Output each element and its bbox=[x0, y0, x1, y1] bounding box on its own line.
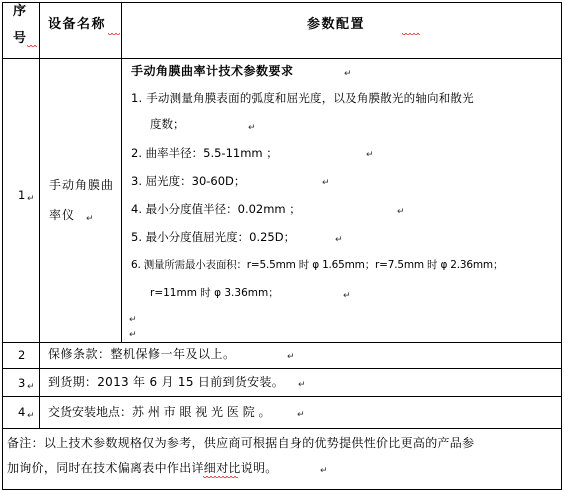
row4-seq: 4 bbox=[18, 405, 26, 419]
return-mark: ↵ bbox=[322, 178, 330, 188]
return-mark: ↵ bbox=[129, 315, 137, 325]
row1-spec-item-6-cont: r=11mm 时 φ 3.36mm； bbox=[150, 287, 279, 299]
row1-spec-item-6: 6. 测量所需最小表面积：r=5.5mm 时 φ 1.65mm；r=7.5mm 时 φ 2.36mm； bbox=[131, 259, 504, 271]
note-line-2: 加询价，同时在技术偏离表中作出详细对比说明。 bbox=[7, 461, 278, 475]
row2-seq: 2 bbox=[18, 348, 26, 362]
spellcheck-underline bbox=[402, 33, 420, 36]
return-mark: ↵ bbox=[335, 235, 343, 245]
return-mark: ↵ bbox=[27, 382, 35, 392]
row3-seq: 3 bbox=[18, 376, 26, 390]
row1-device-line2: 率仪 bbox=[49, 208, 76, 222]
return-mark: ↵ bbox=[248, 123, 256, 133]
return-mark: ↵ bbox=[343, 291, 351, 301]
return-mark: ↵ bbox=[298, 380, 306, 390]
table-border-right bbox=[561, 2, 562, 490]
row1-device-line1: 手动角膜曲 bbox=[49, 178, 115, 192]
column-divider bbox=[39, 2, 40, 428]
header-seq-top: 序 bbox=[13, 4, 27, 19]
return-mark: ↵ bbox=[86, 214, 94, 224]
row1-spec-item-1-cont: 度数； bbox=[150, 117, 185, 131]
return-mark: ↵ bbox=[129, 330, 137, 340]
row-divider bbox=[2, 58, 562, 59]
row1-spec-item-3: 3. 屈光度：30-60D； bbox=[131, 174, 246, 188]
return-mark: ↵ bbox=[320, 466, 328, 476]
row-divider bbox=[2, 396, 562, 397]
row1-spec-item-5: 5. 最小分度值屈光度：0.25D； bbox=[131, 230, 296, 244]
row-divider bbox=[2, 428, 562, 429]
return-mark: ↵ bbox=[27, 194, 35, 204]
row1-seq: 1 bbox=[18, 188, 26, 202]
return-mark: ↵ bbox=[344, 69, 352, 79]
return-mark: ↵ bbox=[287, 352, 295, 362]
spellcheck-underline bbox=[27, 45, 37, 48]
note-line-1: 备注：以上技术参数规格仅为参考，供应商可根据自身的优势提供性价比更高的产品参 bbox=[7, 436, 475, 450]
table-border-bottom bbox=[2, 489, 562, 490]
return-mark: ↵ bbox=[366, 150, 374, 160]
spellcheck-underline bbox=[203, 476, 238, 479]
return-mark: ↵ bbox=[397, 207, 405, 217]
row4-delivery-location: 交货安装地点：苏 州 市 眼 视 光 医 院 。 bbox=[48, 405, 271, 419]
header-seq-bottom: 号 bbox=[13, 31, 27, 46]
header-device-name: 设备名称 bbox=[48, 17, 107, 32]
column-divider bbox=[121, 2, 122, 342]
row-divider bbox=[2, 368, 562, 369]
row1-spec-item-4: 4. 最小分度值半径：0.02mm ； bbox=[131, 202, 301, 216]
row-divider bbox=[2, 342, 562, 343]
row1-spec-item-1: 1. 手动测量角膜表面的弧度和屈光度，以及角膜散光的轴向和散光 bbox=[131, 91, 474, 105]
return-mark: ↵ bbox=[297, 410, 305, 420]
return-mark: ↵ bbox=[27, 411, 35, 421]
table-border-left bbox=[2, 2, 3, 490]
row1-spec-item-2: 2. 曲率半径：5.5-11mm ； bbox=[131, 146, 278, 160]
row1-spec-title: 手动角膜曲率计技术参数要求 bbox=[131, 64, 294, 78]
spellcheck-underline bbox=[108, 33, 120, 36]
row2-warranty: 保修条款：整机保修一年及以上。 bbox=[48, 347, 236, 361]
row3-delivery-date: 到货期：2013 年 6 月 15 日前到货安装。 bbox=[48, 375, 285, 389]
header-params: 参数配置 bbox=[307, 17, 366, 32]
table-border-top bbox=[2, 2, 562, 3]
